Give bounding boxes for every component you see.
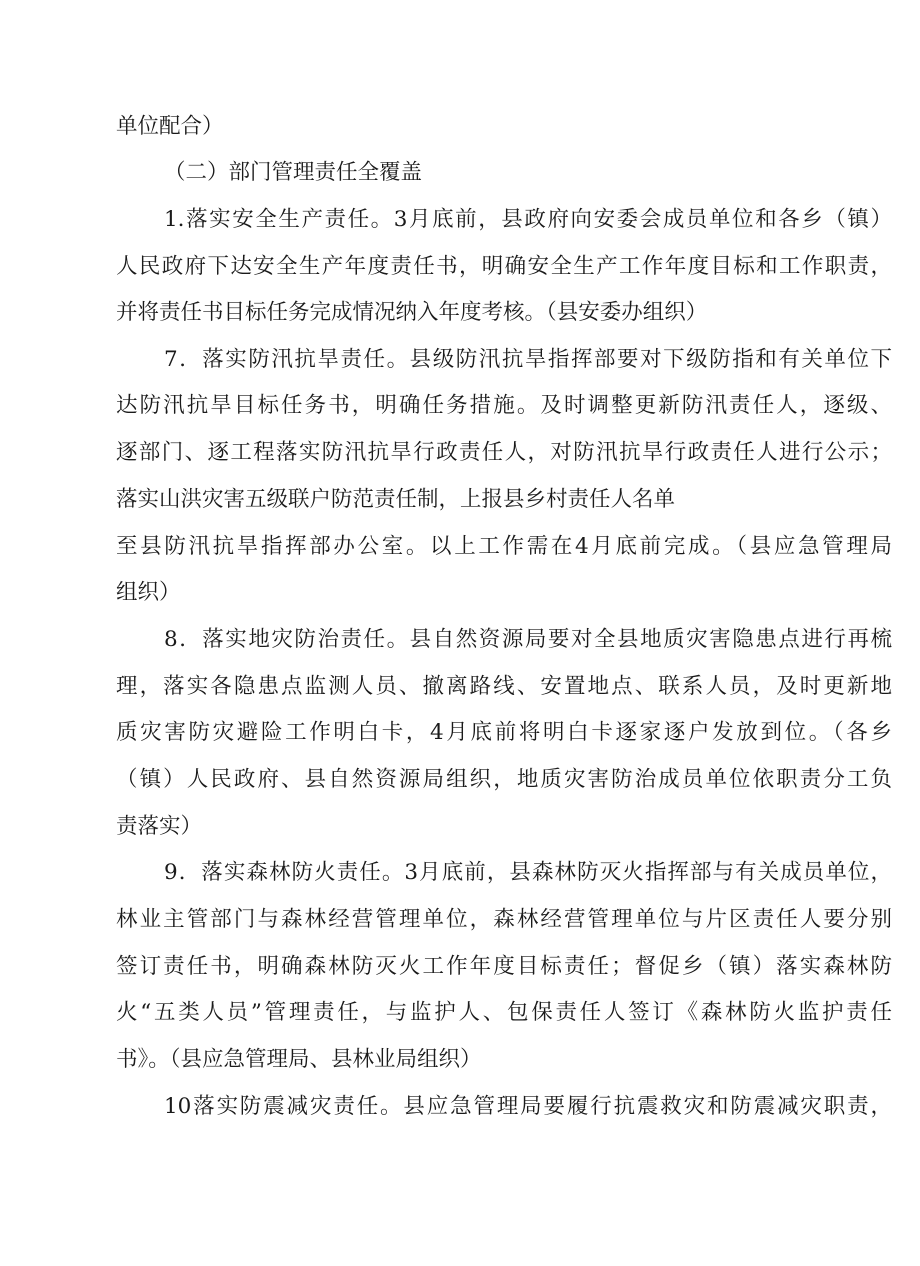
text-line: （镇）人民政府、县自然资源局组织，地质灾害防治成员单位依职责分工负: [116, 767, 892, 792]
text-line: 并将责任书目标任务完成情况纳入年度考核。（县安委办组织）: [116, 300, 708, 325]
text-line: 书》。（县应急管理局、县林业局组织）: [116, 1047, 482, 1072]
text-line: 9．落实森林防火责任。3月底前，县森林防灭火指挥部与有关成员单位，: [164, 860, 892, 885]
text-line: 逐部门、逐工程落实防汛抗旱行政责任人，对防汛抗旱行政责任人进行公示；: [116, 440, 892, 465]
text-line: 7．落实防汛抗旱责任。县级防汛抗旱指挥部要对下级防指和有关单位下: [164, 347, 892, 372]
text-line: 10落实防震减灾责任。县应急管理局要履行抗震救灾和防震减灾职责，: [164, 1094, 892, 1119]
section-heading: （二）部门管理责任全覆盖: [164, 160, 423, 185]
text-line: 林业主管部门与森林经营管理单位，森林经营管理单位与片区责任人要分别: [116, 907, 892, 932]
text-line: 达防汛抗旱目标任务书，明确任务措施。及时调整更新防汛责任人，逐级、: [116, 393, 892, 418]
text-line: 质灾害防灾避险工作明白卡，4月底前将明白卡逐家逐户发放到位。（各乡: [116, 720, 892, 745]
text-line: 1.落实安全生产责任。3月底前，县政府向安委会成员单位和各乡（镇）: [164, 207, 892, 232]
text-line: 理，落实各隐患点监测人员、撤离路线、安置地点、联系人员，及时更新地: [116, 674, 892, 699]
text-line: 人民政府下达安全生产年度责任书，明确安全生产工作年度目标和工作职责，: [116, 254, 892, 279]
text-line: 单位配合）: [116, 114, 224, 139]
text-line: 签订责任书，明确森林防灭火工作年度目标责任；督促乡（镇）落实森林防: [116, 954, 892, 979]
text-line: 组织）: [116, 580, 181, 605]
text-line: 责落实）: [116, 814, 203, 839]
text-line: 至县防汛抗旱指挥部办公室。以上工作需在4月底前完成。（县应急管理局: [116, 534, 892, 559]
text-line: 落实山洪灾害五级联户防范责任制，上报县乡村责任人名单: [116, 487, 676, 512]
text-line: 火“五类人员”管理责任，与监护人、包保责任人签订《森林防火监护责任: [116, 1000, 892, 1025]
text-line: 8．落实地灾防治责任。县自然资源局要对全县地质灾害隐患点进行再梳: [164, 627, 892, 652]
